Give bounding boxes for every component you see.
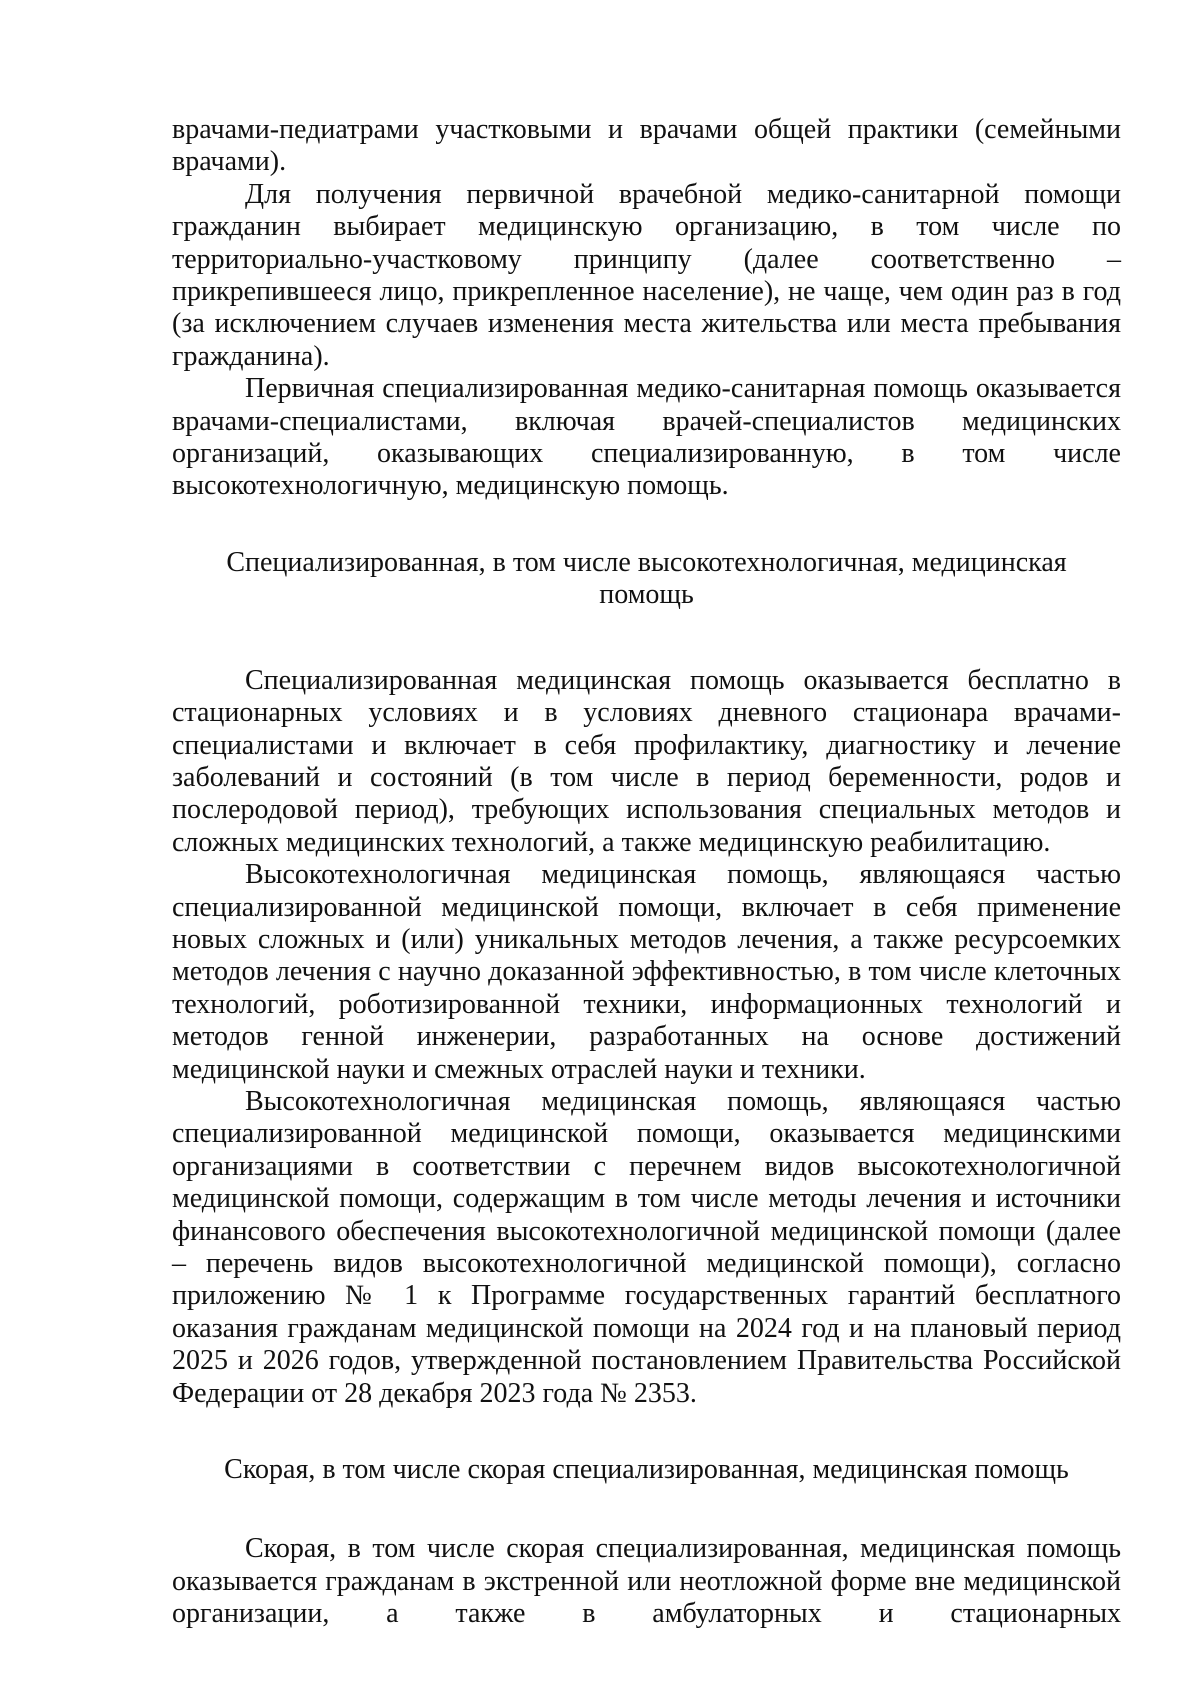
section-heading-specialized-care: Специализированная, в том числе высокотехнологичная, медицинская помощь <box>226 546 1067 611</box>
paragraph: Скорая, в том числе скорая специализированная, медицинская помощь оказывается гражданам в экстренной или неотложной форме вне медицинской организации, а также в амбулаторных и стационарных <box>172 1533 1121 1630</box>
section-heading-emergency-care: Скорая, в том числе скорая специализированная, медицинская помощь <box>224 1454 1069 1486</box>
paragraph: Первичная специализированная медико-санитарная помощь оказывается врачами-специалистами, включая врачей-специалистов медицинских организаций, оказывающих специализированную, в том числе высокотехнологичную, медицинскую помощь. <box>172 373 1121 502</box>
paragraph: Для получения первичной врачебной медико-санитарной помощи гражданин выбирает медицинскую организацию, в том числе по территориально-участковому принципу (далее соответственно – прикрепившееся лицо, прикрепленное население), не чаще, чем один раз в год (за исключением случаев изменения места жительства или места пребывания гражданина). <box>172 178 1121 372</box>
document-page <box>172 114 1121 1631</box>
paragraph: Высокотехнологичная медицинская помощь, являющаяся частью специализированной медицинской помощи, включает в себя применение новых сложных и (или) уникальных методов лечения, а также ресурсоемких методов лечения с научно доказанной эффективностью, в том числе клеточных технологий, роботизированной техники, информационных технологий и методов генной инженерии, разработанных на основе достижений медицинской науки и смежных отраслей науки и техники. <box>172 859 1121 1085</box>
paragraph: Специализированная медицинская помощь оказывается бесплатно в стационарных условиях и в условиях дневного стационара врачами-специалистами и включает в себя профилактику, диагностику и лечение заболеваний и состояний (в том числе в период беременности, родов и послеродовой период), требующих использования специальных методов и сложных медицинских технологий, а также медицинскую реабилитацию. <box>172 664 1121 858</box>
paragraph: Высокотехнологичная медицинская помощь, являющаяся частью специализированной медицинской помощи, оказывается медицинскими организациями в соответствии с перечнем видов высокотехнологичной медицинской помощи, содержащим в том числе методы лечения и источники финансового обеспечения высокотехнологичной медицинской помощи (далее – перечень видов высокотехнологичной медицинской помощи), согласно приложению № 1 к Программе государственных гарантий бесплатного оказания гражданам медицинской помощи на 2024 год и на плановый период 2025 и 2026 годов, утвержденной постановлением Правительства Российской Федерации от 28 декабря 2023 года № 2353. <box>172 1085 1121 1409</box>
paragraph: врачами-педиатрами участковыми и врачами общей практики (семейными врачами). <box>172 114 1121 178</box>
